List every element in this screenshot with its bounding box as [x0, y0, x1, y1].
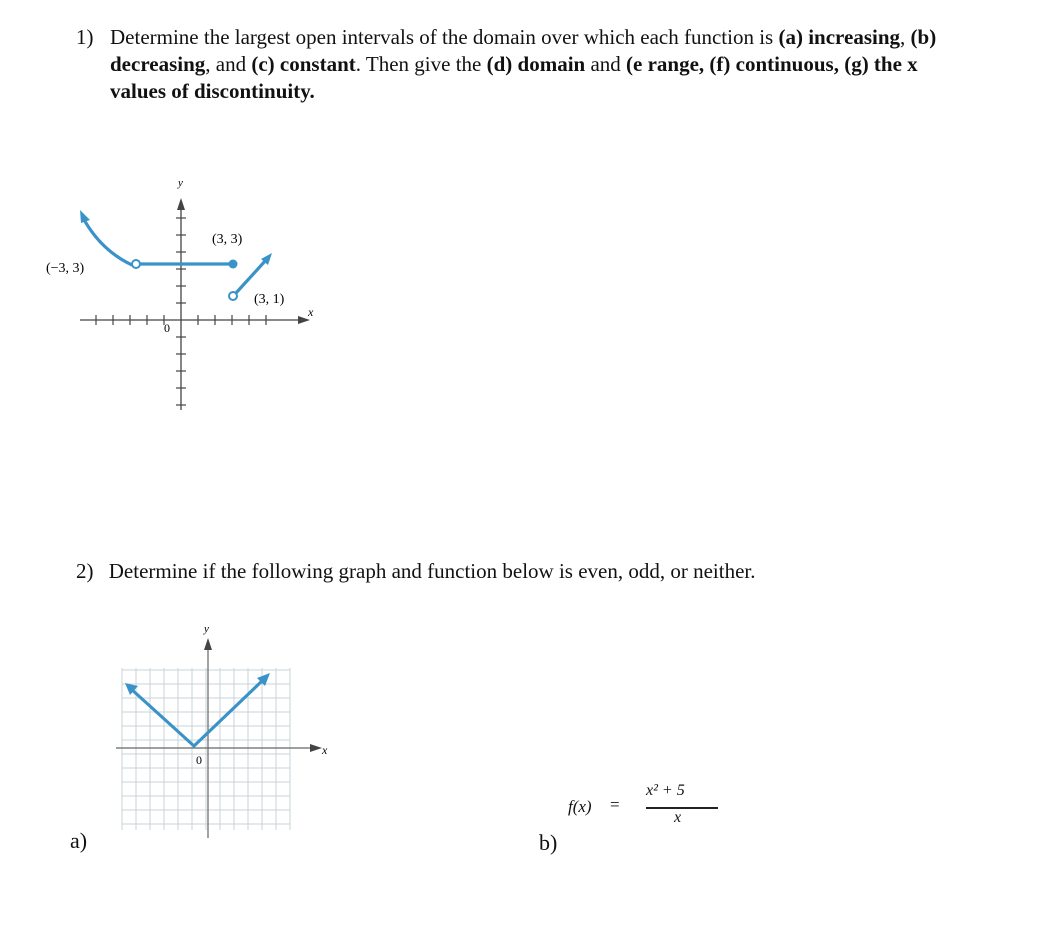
- question-2: [76, 558, 976, 585]
- graph-2-x-arrow: [310, 744, 322, 752]
- question-1-segment: (a) increasing: [778, 25, 901, 49]
- graph-1-y-label: y: [178, 177, 183, 189]
- question-2-number: 2): [76, 559, 94, 583]
- graph-1-point-left-label: (−3, 3): [46, 261, 85, 276]
- question-1-segment: ,: [900, 25, 911, 49]
- graph-2-x-label: x: [322, 743, 328, 757]
- formula-denominator: x: [674, 809, 682, 826]
- graph-1-origin-label: 0: [164, 321, 170, 335]
- graph-1-x-label: x: [308, 305, 314, 319]
- graph-1-right-segment: [236, 260, 266, 293]
- formula-numerator: x² + 5: [646, 782, 685, 799]
- question-1-segment: , and: [205, 52, 252, 76]
- graph-1-point-top-label: (3, 3): [212, 232, 243, 247]
- function-formula: [568, 782, 738, 832]
- graph-1-left-curve: [82, 216, 132, 265]
- question-1-segment: and: [585, 52, 627, 76]
- graph-1-y-arrow: [177, 198, 185, 210]
- question-1-segment: (d) domain: [486, 52, 586, 76]
- graph-1-open-point-bottom: [229, 292, 237, 300]
- question-1-segment: (e range, (f) continuous, (g) the x values of discontinuity.: [110, 52, 918, 103]
- graph-1-open-point-left: [132, 260, 140, 268]
- question-1-segment: (c) constant: [251, 52, 356, 76]
- question-1-segment: (b) decreasing: [110, 25, 937, 76]
- formula-equals: =: [610, 795, 620, 814]
- question-1-number: 1): [76, 25, 94, 49]
- question-1-text: [110, 24, 970, 105]
- graph-1: [40, 170, 340, 420]
- question-1-segment: . Then give the: [355, 52, 487, 76]
- formula-lhs: f(x): [568, 797, 592, 816]
- question-2-text: Determine if the following graph and function below is even, odd, or neither.: [108, 559, 756, 583]
- graph-2: [108, 618, 348, 848]
- graph-2-y-arrow: [204, 638, 212, 650]
- part-a-label: a): [70, 828, 88, 853]
- fraction-bar: [646, 807, 718, 809]
- graph-1-left-arrow: [80, 210, 90, 223]
- graph-1-closed-point-top: [229, 260, 238, 269]
- graph-1-point-bottom-label: (3, 1): [254, 292, 285, 307]
- graph-2-y-label: y: [204, 623, 209, 635]
- graph-2-origin-label: 0: [196, 753, 202, 767]
- graph-2-grid: [122, 668, 290, 830]
- part-b-label: b): [539, 830, 558, 855]
- question-1-segment: Determine the largest open intervals of the domain over which each function is: [110, 25, 779, 49]
